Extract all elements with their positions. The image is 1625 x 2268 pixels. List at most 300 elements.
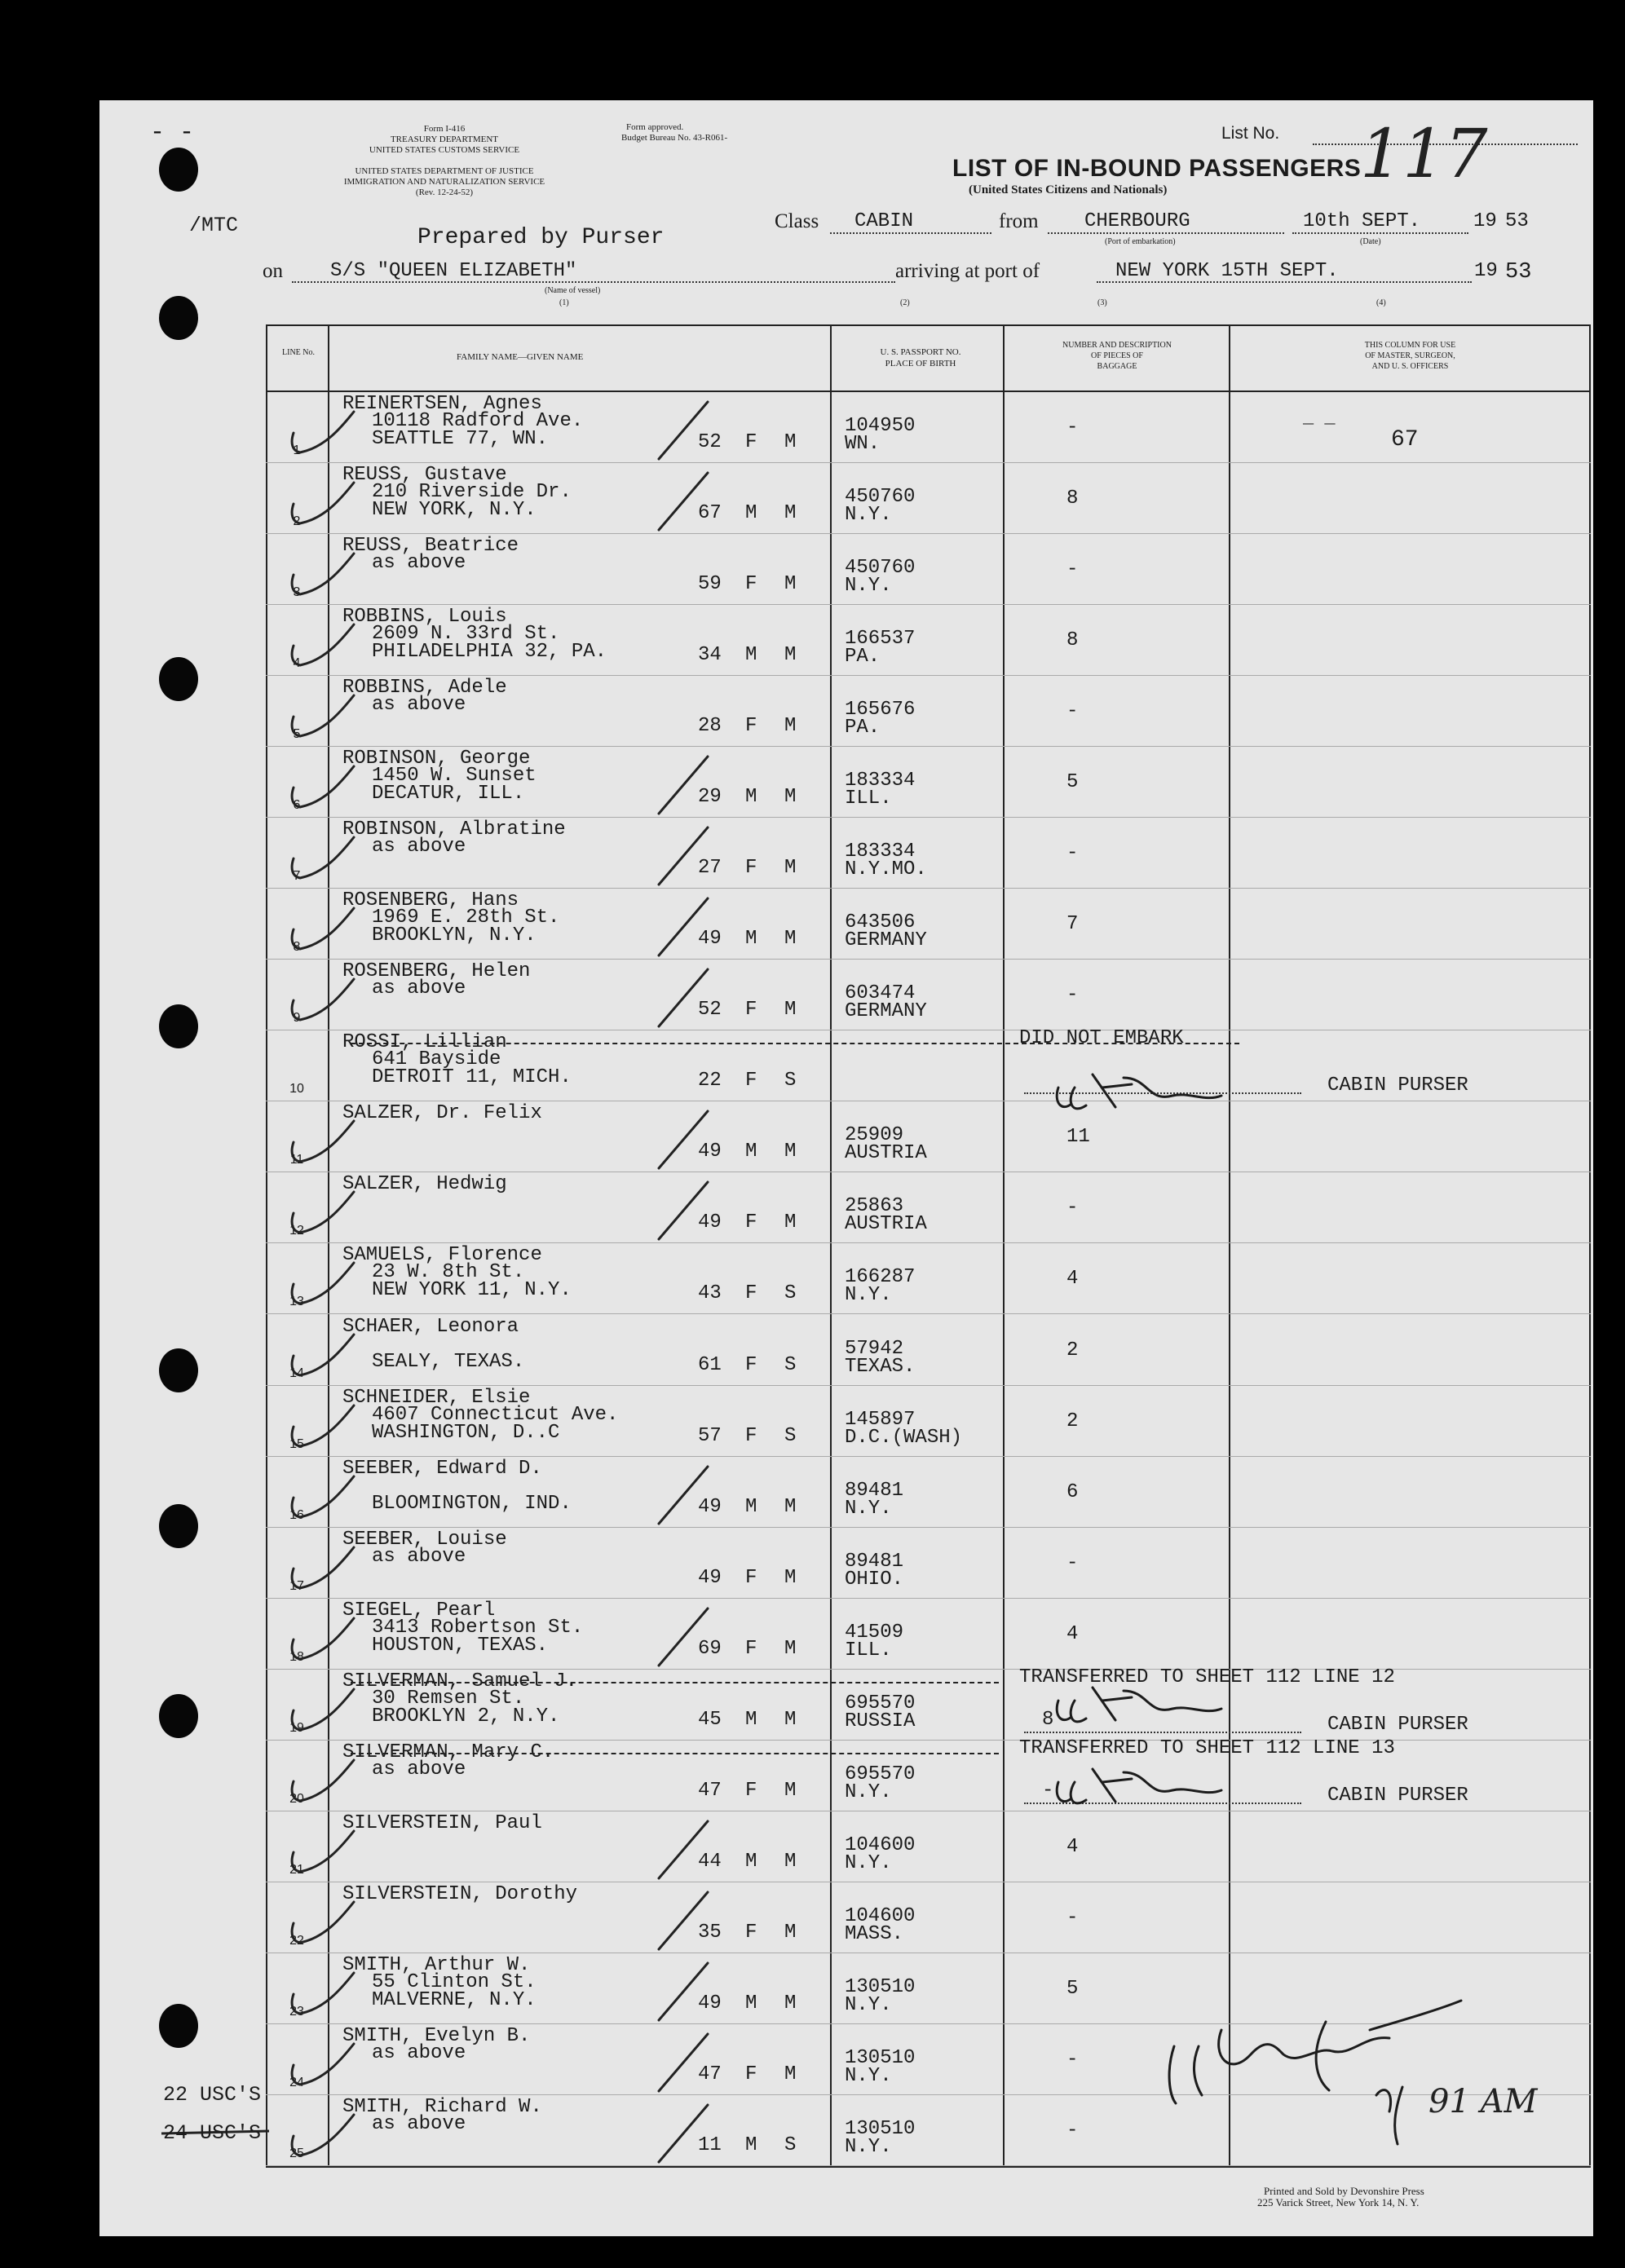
- line-number: 21: [289, 1863, 304, 1877]
- check-mark: [292, 1192, 354, 1233]
- age-slash: [659, 2034, 708, 2091]
- vessel-caption: (Name of vessel): [545, 286, 601, 295]
- col-header-baggage-3: BAGGAGE: [1097, 362, 1137, 371]
- line-number: 14: [289, 1366, 304, 1380]
- baggage-count: 4: [1066, 1268, 1079, 1290]
- passenger-age: 11: [698, 2134, 722, 2156]
- baggage-count: -: [1066, 984, 1079, 1006]
- place-of-birth: N.Y.MO.: [845, 858, 927, 880]
- line-number: 6: [293, 798, 301, 812]
- col-header-name: FAMILY NAME—GIVEN NAME: [457, 352, 584, 362]
- passenger-sex: F: [745, 1780, 757, 1802]
- passport-number: 104600: [845, 1905, 916, 1927]
- place-of-birth: ILL.: [845, 1639, 892, 1661]
- passenger-address: as above: [372, 836, 466, 858]
- passenger-name: SILVERSTEIN, Paul: [342, 1812, 542, 1834]
- baggage-count: -: [1066, 1552, 1079, 1574]
- passenger-name: ROBINSON, Albratine: [342, 819, 566, 841]
- line-number: 15: [289, 1437, 304, 1451]
- date-value: 10th SEPT.: [1303, 210, 1421, 232]
- passenger-name: ROBBINS, Louis: [342, 606, 507, 628]
- officer-dash: _ _: [1303, 408, 1336, 428]
- baggage-count: -: [1066, 558, 1079, 580]
- passenger-age: 52: [698, 999, 722, 1021]
- baggage-count: 11: [1066, 1126, 1090, 1148]
- check-mark: [292, 554, 354, 594]
- passenger-marital-status: S: [784, 1425, 797, 1447]
- passenger-name: REUSS, Gustave: [342, 464, 507, 486]
- check-mark: [292, 2044, 354, 2085]
- line-number: 24: [289, 2076, 304, 2089]
- age-slash: [659, 898, 708, 955]
- place-of-birth: N.Y.: [845, 1852, 892, 1874]
- passenger-sex: F: [745, 1211, 757, 1233]
- passport-number: 166287: [845, 1266, 916, 1288]
- passenger-name: SIEGEL, Pearl: [342, 1600, 496, 1622]
- passport-number: 450760: [845, 557, 916, 579]
- passenger-sex: F: [745, 1282, 757, 1304]
- passenger-age: 22: [698, 1070, 722, 1092]
- margin-code-2: 24 USC'S: [163, 2121, 262, 2145]
- passenger-age: 47: [698, 2063, 722, 2085]
- passenger-marital-status: M: [784, 1567, 797, 1589]
- passenger-sex: M: [745, 644, 757, 666]
- passenger-address: 55 Clinton St.: [372, 1971, 537, 1993]
- passenger-city: NEW YORK 11, N.Y.: [372, 1279, 572, 1301]
- passport-number: 183334: [845, 841, 916, 863]
- age-slash: [659, 1963, 708, 2020]
- age-slash: [659, 1892, 708, 1949]
- place-of-birth: N.Y.: [845, 504, 892, 526]
- passenger-marital-status: M: [784, 928, 797, 950]
- passenger-marital-status: M: [784, 857, 797, 879]
- arriving-label: arriving at port of: [895, 260, 1040, 282]
- col-header-passport: U. S. PASSPORT NO.: [880, 347, 961, 357]
- place-of-birth: OHIO.: [845, 1569, 904, 1591]
- passenger-name: ROSENBERG, Hans: [342, 889, 519, 911]
- passenger-city: BROOKLYN 2, N.Y.: [372, 1705, 560, 1727]
- passport-number: 183334: [845, 770, 916, 792]
- passenger-marital-status: M: [784, 431, 797, 453]
- passenger-marital-status: M: [784, 1211, 797, 1233]
- col-num-2: (2): [900, 298, 910, 307]
- passenger-age: 69: [698, 1638, 722, 1660]
- check-mark: [292, 483, 354, 523]
- baggage-count: -: [1066, 2120, 1079, 2142]
- year-value: 53: [1505, 210, 1529, 232]
- age-slash: [659, 1608, 708, 1666]
- passenger-city: MALVERNE, N.Y.: [372, 1989, 537, 2011]
- place-of-birth: D.C.(WASH): [845, 1427, 963, 1449]
- form-approved: Form approved.: [626, 122, 684, 132]
- col-header-officers-1: THIS COLUMN FOR USE: [1364, 341, 1456, 350]
- baggage-count: 6: [1066, 1481, 1079, 1503]
- age-slash: [659, 1467, 708, 1524]
- line-number: 2: [293, 514, 301, 528]
- col-header-birth: PLACE OF BIRTH: [885, 359, 956, 368]
- passenger-sex: M: [745, 1141, 757, 1163]
- passenger-age: 49: [698, 1496, 722, 1518]
- passenger-marital-status: M: [784, 999, 797, 1021]
- passenger-name: SALZER, Hedwig: [342, 1173, 507, 1195]
- printer-line-1: Printed and Sold by Devonshire Press: [1264, 2185, 1424, 2197]
- officer-remark: CABIN PURSER: [1327, 1785, 1468, 1807]
- dept-immigration: IMMIGRATION AND NATURALIZATION SERVICE: [343, 177, 545, 187]
- line-number: 1: [293, 443, 301, 457]
- passenger-address: 641 Bayside: [372, 1048, 501, 1070]
- line-number: 25: [289, 2147, 304, 2160]
- margin-code-1: 22 USC'S: [163, 2083, 262, 2107]
- dept-treasury: TREASURY DEPARTMENT: [390, 135, 499, 144]
- class-value: CABIN: [854, 210, 914, 232]
- check-mark: [292, 766, 354, 807]
- arrival-value: NEW YORK 15TH SEPT.: [1115, 260, 1339, 282]
- passenger-address: as above: [372, 694, 466, 716]
- baggage-count: -: [1066, 417, 1079, 439]
- check-mark: [292, 1760, 354, 1801]
- place-of-birth: N.Y.: [845, 2065, 892, 2087]
- baggage-count: -: [1066, 1907, 1079, 1929]
- check-mark: [292, 695, 354, 736]
- passenger-marital-status: M: [784, 1709, 797, 1731]
- passenger-name: SMITH, Arthur W.: [342, 1954, 531, 1976]
- from-value: CHERBOURG: [1084, 210, 1190, 232]
- passenger-name: SMITH, Evelyn B.: [342, 2025, 531, 2047]
- line-number: 4: [293, 656, 301, 670]
- passenger-address: 10118 Radford Ave.: [372, 410, 584, 432]
- check-mark: [292, 1263, 354, 1304]
- line-number: 20: [289, 1792, 304, 1806]
- passenger-marital-status: M: [784, 644, 797, 666]
- passenger-age: 57: [698, 1425, 722, 1447]
- line-number: 9: [293, 1011, 301, 1025]
- printer-line-2: 225 Varick Street, New York 14, N. Y.: [1257, 2196, 1420, 2208]
- passenger-age: 49: [698, 928, 722, 950]
- baggage-status: DID NOT EMBARK: [1019, 1027, 1184, 1049]
- baggage-count: 2: [1066, 1410, 1079, 1432]
- passenger-sex: F: [745, 2063, 757, 2085]
- signature-row19: [1057, 1688, 1221, 1722]
- document-title: LIST OF IN-BOUND PASSENGERS: [952, 155, 1362, 182]
- passenger-sex: M: [745, 786, 757, 808]
- line-number: 3: [293, 585, 301, 599]
- passenger-city: HOUSTON, TEXAS.: [372, 1635, 549, 1657]
- passport-number: 89481: [845, 1551, 904, 1573]
- passenger-sex: M: [745, 1992, 757, 2014]
- place-of-birth: N.Y.: [845, 1994, 892, 2016]
- col-header-officers-3: AND U. S. OFFICERS: [1371, 362, 1449, 371]
- age-slash: [659, 1111, 708, 1168]
- check-mark: [292, 1618, 354, 1659]
- place-of-birth: N.Y.: [845, 2136, 892, 2158]
- passenger-sex: M: [745, 1709, 757, 1731]
- age-slash: [659, 757, 708, 814]
- passport-number: 165676: [845, 699, 916, 721]
- place-of-birth: N.Y.: [845, 1498, 892, 1520]
- budget-bureau: Budget Bureau No. 43-R061-: [621, 133, 728, 143]
- passport-number: 166537: [845, 628, 916, 650]
- age-slash-marks: [659, 402, 708, 2162]
- passenger-sex: M: [745, 502, 757, 524]
- passenger-marital-status: S: [784, 1354, 797, 1376]
- passenger-address: 4607 Connecticut Ave.: [372, 1404, 619, 1426]
- col-header-baggage-1: NUMBER AND DESCRIPTION: [1062, 341, 1172, 350]
- place-of-birth: AUSTRIA: [845, 1142, 927, 1164]
- passenger-sex: F: [745, 1638, 757, 1660]
- age-slash: [659, 827, 708, 885]
- check-mark: [292, 1121, 354, 1162]
- passenger-sex: M: [745, 2134, 757, 2156]
- baggage-count: 8: [1066, 629, 1079, 651]
- passenger-age: 35: [698, 1922, 722, 1944]
- check-mark: [292, 837, 354, 878]
- passenger-name: ROBINSON, George: [342, 748, 531, 770]
- place-of-birth: N.Y.: [845, 575, 892, 597]
- passport-number: 130510: [845, 2118, 916, 2140]
- passenger-age: 45: [698, 1709, 722, 1731]
- passport-number: 130510: [845, 2047, 916, 2069]
- age-slash: [659, 473, 708, 530]
- baggage-count: 5: [1066, 771, 1079, 793]
- baggage-count: 2: [1066, 1339, 1079, 1361]
- passenger-age: 52: [698, 431, 722, 453]
- passenger-sex: M: [745, 1496, 757, 1518]
- passenger-age: 67: [698, 502, 722, 524]
- baggage-count: 8: [1042, 1709, 1054, 1731]
- passenger-name: SAMUELS, Florence: [342, 1244, 542, 1266]
- passenger-address: 3413 Robertson St.: [372, 1617, 584, 1639]
- col-header-baggage-2: OF PIECES OF: [1091, 351, 1143, 360]
- check-mark: [292, 979, 354, 1020]
- place-of-birth: WN.: [845, 433, 881, 455]
- passenger-address: as above: [372, 1758, 466, 1780]
- list-no-label: List No.: [1221, 124, 1280, 143]
- check-marks: [292, 412, 354, 2155]
- signature-row20: [1057, 1769, 1221, 1803]
- check-mark: [292, 908, 354, 949]
- vessel-value: S/S "QUEEN ELIZABETH": [330, 260, 577, 282]
- passenger-address: 1450 W. Sunset: [372, 765, 537, 787]
- passenger-sex: F: [745, 1070, 757, 1092]
- line-number: 19: [289, 1721, 304, 1735]
- col-num-4: (4): [1376, 298, 1386, 307]
- from-label: from: [999, 210, 1039, 232]
- passport-number: 104950: [845, 415, 916, 437]
- line-number: 17: [289, 1579, 304, 1593]
- place-of-birth: PA.: [845, 717, 881, 739]
- check-mark: [292, 1335, 354, 1375]
- line-number: 11: [289, 1153, 304, 1167]
- passenger-address: as above: [372, 977, 466, 999]
- passenger-marital-status: M: [784, 786, 797, 808]
- passenger-sex: F: [745, 1425, 757, 1447]
- passenger-age: 59: [698, 573, 722, 595]
- form-number: Form I-416: [423, 124, 466, 134]
- baggage-count: 5: [1066, 1978, 1079, 2000]
- passenger-age: 49: [698, 1992, 722, 2014]
- line-number: 8: [293, 940, 301, 954]
- passenger-sex: F: [745, 999, 757, 1021]
- place-of-birth: AUSTRIA: [845, 1213, 927, 1235]
- line-number: 16: [289, 1508, 304, 1522]
- passenger-sex: F: [745, 573, 757, 595]
- passenger-marital-status: M: [784, 1780, 797, 1802]
- dept-justice: UNITED STATES DEPARTMENT OF JUSTICE: [355, 166, 534, 176]
- baggage-count: -: [1066, 842, 1079, 864]
- passenger-marital-status: M: [784, 1922, 797, 1944]
- baggage-count: -: [1066, 700, 1079, 722]
- passenger-name: SCHAER, Leonora: [342, 1316, 519, 1338]
- passenger-address: as above: [372, 1546, 466, 1568]
- passenger-marital-status: M: [784, 573, 797, 595]
- passport-number: 25863: [845, 1195, 904, 1217]
- passenger-address: as above: [372, 552, 466, 574]
- passport-number: 695570: [845, 1692, 916, 1714]
- passenger-city: NEW YORK, N.Y.: [372, 499, 537, 521]
- passenger-sex: F: [745, 1354, 757, 1376]
- line-number: 13: [289, 1295, 304, 1308]
- line-number: 22: [289, 1934, 304, 1948]
- inspector-signature-tail: [1376, 2087, 1402, 2144]
- line-number: 18: [289, 1650, 304, 1664]
- passenger-age: 29: [698, 786, 722, 808]
- inspector-time-note: 91 AM: [1428, 2083, 1538, 2120]
- line-number: 12: [289, 1224, 304, 1238]
- date-caption: (Date): [1360, 237, 1381, 246]
- line-number: 10: [289, 1082, 304, 1096]
- passenger-name: SILVERSTEIN, Dorothy: [342, 1883, 578, 1905]
- place-of-birth: GERMANY: [845, 929, 927, 951]
- place-of-birth: ILL.: [845, 788, 892, 810]
- age-slash: [659, 969, 708, 1026]
- passenger-sex: M: [745, 1851, 757, 1873]
- place-of-birth: N.Y.: [845, 1284, 892, 1306]
- passport-number: 695570: [845, 1763, 916, 1785]
- passenger-name: SEEBER, Louise: [342, 1529, 507, 1551]
- check-mark: [292, 2115, 354, 2155]
- place-of-birth: RUSSIA: [845, 1710, 916, 1732]
- age-slash: [659, 2105, 708, 2162]
- passenger-age: 28: [698, 715, 722, 737]
- passenger-city: BLOOMINGTON, IND.: [372, 1493, 572, 1515]
- passenger-marital-status: S: [784, 1070, 797, 1092]
- passenger-name: REUSS, Beatrice: [342, 535, 519, 557]
- passenger-marital-status: M: [784, 1638, 797, 1660]
- check-mark: [292, 1547, 354, 1588]
- passenger-address: 30 Remsen St.: [372, 1688, 525, 1710]
- purser-initials: [1057, 1074, 1461, 2144]
- baggage-count: 8: [1066, 488, 1079, 510]
- passenger-marital-status: M: [784, 1141, 797, 1163]
- col-header-officers-2: OF MASTER, SURGEON,: [1365, 351, 1455, 360]
- passenger-marital-status: M: [784, 1992, 797, 2014]
- passenger-name: SILVERMAN, Samuel J.: [342, 1670, 578, 1692]
- passenger-name: ROSSI, Lillian: [342, 1031, 507, 1053]
- passenger-marital-status: M: [784, 1496, 797, 1518]
- passenger-name: ROBBINS, Adele: [342, 677, 507, 699]
- officer-note: 67: [1391, 427, 1419, 452]
- class-label: Class: [775, 210, 819, 232]
- margin-note: /MTC: [189, 214, 239, 237]
- place-of-birth: GERMANY: [845, 1000, 927, 1022]
- document-subtitle: (United States Citizens and Nationals): [969, 183, 1168, 196]
- baggage-count: -: [1042, 1780, 1054, 1802]
- passport-number: 41509: [845, 1622, 904, 1644]
- baggage-count: 4: [1066, 1623, 1079, 1645]
- form-revision: (Rev. 12-24-52): [415, 188, 474, 197]
- passenger-sex: F: [745, 857, 757, 879]
- passenger-age: 49: [698, 1211, 722, 1233]
- baggage-count: -: [1066, 2049, 1079, 2071]
- port-caption: (Port of embarkation): [1105, 237, 1176, 246]
- year-prefix: 19: [1473, 210, 1497, 232]
- passenger-age: 44: [698, 1851, 722, 1873]
- baggage-status: TRANSFERRED TO SHEET 112 LINE 12: [1019, 1666, 1395, 1688]
- baggage-count: 7: [1066, 913, 1079, 935]
- place-of-birth: N.Y.: [845, 1781, 892, 1803]
- passenger-city: SEALY, TEXAS.: [372, 1351, 525, 1373]
- passenger-city: DETROIT 11, MICH.: [372, 1066, 572, 1088]
- passenger-address: as above: [372, 2113, 466, 2135]
- passenger-marital-status: S: [784, 1282, 797, 1304]
- baggage-count: -: [1066, 1197, 1079, 1219]
- check-mark: [292, 1405, 354, 1446]
- officer-remark: CABIN PURSER: [1327, 1074, 1468, 1096]
- dash-mark: - -: [150, 119, 195, 147]
- passenger-name: SILVERMAN, Mary C.: [342, 1741, 554, 1763]
- col-num-3: (3): [1097, 298, 1107, 307]
- passenger-age: 27: [698, 857, 722, 879]
- place-of-birth: PA.: [845, 646, 881, 668]
- arrival-year: 53: [1505, 260, 1532, 285]
- passenger-city: PHILADELPHIA 32, PA.: [372, 641, 607, 663]
- passenger-address: 2609 N. 33rd St.: [372, 623, 560, 645]
- line-number: 7: [293, 869, 301, 883]
- passenger-address: as above: [372, 2042, 466, 2064]
- line-number: 23: [289, 2005, 304, 2019]
- age-slash: [659, 1821, 708, 1878]
- passenger-marital-status: M: [784, 715, 797, 737]
- passport-number: 603474: [845, 982, 916, 1004]
- passenger-sex: M: [745, 928, 757, 950]
- line-number: 5: [293, 727, 301, 741]
- passport-number: 25909: [845, 1124, 904, 1146]
- passenger-address: 23 W. 8th St.: [372, 1261, 525, 1283]
- age-slash: [659, 1182, 708, 1239]
- col-header-line: LINE No.: [282, 348, 315, 357]
- passenger-city: SEATTLE 77, WN.: [372, 428, 549, 450]
- passenger-name: SEEBER, Edward D.: [342, 1458, 542, 1480]
- on-label: on: [263, 260, 283, 282]
- passport-number: 104600: [845, 1834, 916, 1856]
- check-mark: [292, 1689, 354, 1730]
- passport-number: 450760: [845, 486, 916, 508]
- passenger-marital-status: M: [784, 2063, 797, 2085]
- passenger-city: BROOKLYN, N.Y.: [372, 924, 537, 946]
- passenger-address: 1969 E. 28th St.: [372, 907, 560, 929]
- check-mark: [292, 1831, 354, 1872]
- col-num-1: (1): [559, 298, 569, 307]
- baggage-status: TRANSFERRED TO SHEET 112 LINE 13: [1019, 1737, 1395, 1759]
- check-mark: [292, 624, 354, 665]
- passenger-sex: F: [745, 715, 757, 737]
- passenger-name: ROSENBERG, Helen: [342, 960, 531, 982]
- passenger-marital-status: M: [784, 502, 797, 524]
- check-mark: [292, 1902, 354, 1943]
- passenger-name: SCHNEIDER, Elsie: [342, 1387, 531, 1409]
- check-mark: [292, 1973, 354, 2014]
- list-number-handwritten: 117: [1360, 116, 1488, 193]
